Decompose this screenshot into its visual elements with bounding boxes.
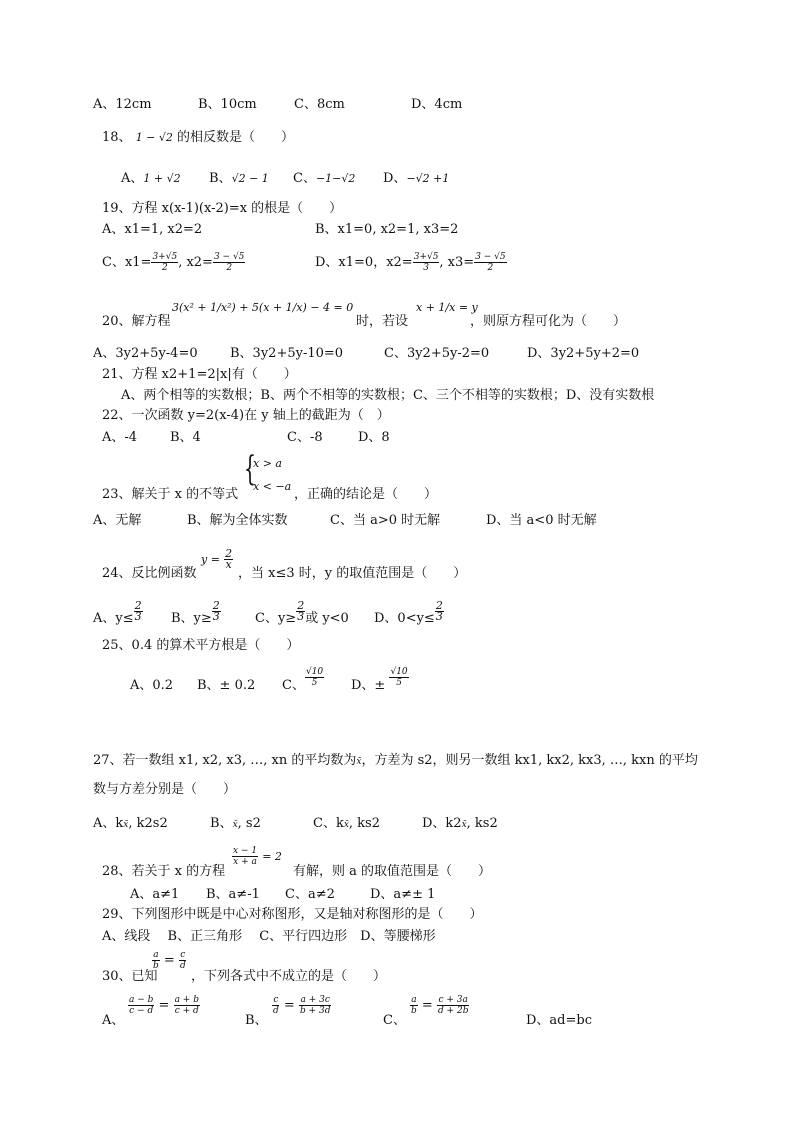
q30-option-a-formula: $\frac{a - b}{c - d}$ = $\frac{a + b}{c + d}$	[129, 995, 199, 1016]
q23-option-d: D、当 a<0 时无解	[486, 513, 597, 528]
q28-option-c: C、a≠2	[285, 887, 335, 902]
q27-option-c: C、kx̄, ks2	[313, 816, 380, 831]
q19-option-b: B、x1=0, x2=1, x3=2	[315, 222, 459, 237]
q23-option-c: C、当 a>0 时无解	[330, 513, 441, 528]
q30-option-b-label: B、	[245, 1013, 268, 1028]
q29-stem: 29、下列图形中既是中心对称图形，又是轴对称图形的是（ ）	[102, 907, 483, 922]
q23-option-a: A、无解	[93, 513, 142, 528]
q28-tail: 有解，则 a 的取值范围是（ ）	[293, 864, 492, 879]
q19-stem: 19、方程 x(x-1)(x-2)=x 的根是（ ）	[102, 201, 343, 216]
q28-stem: 28、若关于 x 的方程	[102, 864, 226, 879]
q29-options: A、线段 B、正三角形 C、平行四边形 D、等腰梯形	[102, 929, 436, 944]
q28-option-a: A、a≠1	[130, 887, 180, 902]
q17-option-c: C、8cm	[294, 97, 345, 112]
q20-equation: 3(x² + 1/x²) + 5(x + 1/x) − 4 = 0	[172, 301, 354, 314]
q18-number: 18、	[102, 130, 132, 145]
q30-option-c-label: C、	[383, 1013, 406, 1028]
q17-option-a: A、12cm	[93, 97, 152, 112]
q30-option-d: D、ad=bc	[526, 1013, 592, 1028]
q20-substitution: x + 1/x = y	[416, 301, 478, 314]
q18-option-b: B、√2 − 1	[209, 171, 269, 186]
q24-function: y = $\frac{2}{x}$	[201, 547, 233, 571]
q18-tail: 的相反数是（ ）	[177, 130, 295, 145]
q22-option-c: C、-8	[287, 430, 323, 445]
q22-stem: 22、一次函数 y=2(x-4)在 y 轴上的截距为（ ）	[102, 408, 390, 423]
q30-option-b-formula: $\frac{c}{d}$ = $\frac{a + 3c}{b + 3d}$	[273, 995, 331, 1016]
q23-system-line1: x > a	[253, 457, 282, 470]
q19-option-c: C、x1= $\frac{3+√5}{2}$ , x2= $\frac{3 - √5}{2}$	[102, 252, 245, 273]
q24-tail: ，当 x≤3 时，y 的取值范围是（ ）	[238, 566, 467, 581]
q18-option-d: D、−√2 +1	[383, 171, 450, 186]
q23-option-b: B、解为全体实数	[187, 513, 288, 528]
q24-stem: 24、反比例函数	[102, 566, 197, 581]
q22-option-d: D、8	[358, 430, 390, 445]
q18-stem	[102, 130, 294, 146]
q22-option-b: B、4	[170, 430, 201, 445]
q25-option-a: A、0.2	[130, 678, 174, 693]
q18-option-a: A、1 + √2	[121, 171, 181, 186]
q20-option-b: B、3y2+5y-10=0	[230, 346, 344, 361]
q20-when: 时，若设	[356, 314, 409, 329]
q19-option-a: A、x1=1, x2=2	[102, 222, 203, 237]
q20-option-a: A、3y2+5y-4=0	[93, 346, 198, 361]
q18-option-c: C、−1−√2	[293, 171, 356, 186]
q23-system-line2: x < −a	[253, 480, 292, 493]
q27-option-d: D、k2x̄, ks2	[422, 816, 498, 831]
q24-option-a: A、y≤ $\frac{2}{3}$	[93, 599, 142, 626]
q21-options: A、两个相等的实数根；B、两个不相等的实数根；C、三个不相等的实数根；D、没有实数根	[121, 388, 655, 403]
q24-option-c: C、y≥ $\frac{2}{3}$ 或 y<0	[255, 599, 349, 626]
q19-option-d: D、x1=0，x2= $\frac{3+√5}{3}$ , x3= $\frac{3 - √5}{2}$	[315, 252, 506, 273]
q30-given: $\frac{a}{b}$ = $\frac{c}{d}$	[153, 950, 186, 971]
q27-option-b: B、x̄, s2	[210, 816, 261, 831]
q24-option-d: D、0<y≤ $\frac{2}{3}$	[374, 599, 443, 626]
q18-expression: 1 − √2	[135, 131, 173, 144]
q27-option-a: A、kx̄, k2s2	[93, 816, 168, 831]
q20-option-d: D、3y2+5y+2=0	[527, 346, 640, 361]
q25-stem: 25、0.4 的算术平方根是（ ）	[102, 638, 300, 653]
q20-number: 20、解方程	[102, 314, 171, 329]
q30-option-a-label: A、	[102, 1013, 125, 1028]
q23-brace: {	[244, 449, 256, 489]
q30-tail: ，下列各式中不成立的是（ ）	[191, 969, 387, 984]
q20-tail: ，则原方程可化为（ ）	[470, 314, 627, 329]
q20-option-c: C、3y2+5y-2=0	[384, 346, 490, 361]
q27-stem-line2: 数与方差分别是（ ）	[93, 782, 237, 797]
q17-option-b: B、10cm	[198, 97, 257, 112]
q24-option-b: B、y≥ $\frac{2}{3}$	[171, 599, 220, 626]
q25-option-c: C、 $\frac{√10}{5}$	[282, 667, 324, 693]
q28-equation: $\frac{x - 1}{x + a}$ = 2	[233, 846, 282, 867]
q21-stem: 21、方程 x2+1=2|x|有（ ）	[102, 367, 297, 382]
q17-option-d: D、4cm	[411, 97, 463, 112]
q30-option-c-formula: $\frac{a}{b}$ = $\frac{c + 3a}{d + 2b}$	[411, 995, 469, 1016]
q27-stem-line1: 27、若一数组 x1, x2, x3, …, xn 的平均数为x̄，方差为 s2，则另一数组 kx1, kx2, kx3, …, kxn 的平均	[93, 753, 698, 768]
q22-option-a: A、-4	[102, 430, 138, 445]
q23-tail: ，正确的结论是（ ）	[294, 487, 438, 502]
q25-option-d: D、± $\frac{√10}{5}$	[351, 667, 408, 693]
q30-stem: 30、已知	[102, 969, 158, 984]
q25-option-b: B、± 0.2	[197, 678, 256, 693]
q23-stem: 23、解关于 x 的不等式	[102, 487, 239, 502]
q28-option-b: B、a≠-1	[206, 887, 260, 902]
q28-option-d: D、a≠± 1	[370, 887, 436, 902]
